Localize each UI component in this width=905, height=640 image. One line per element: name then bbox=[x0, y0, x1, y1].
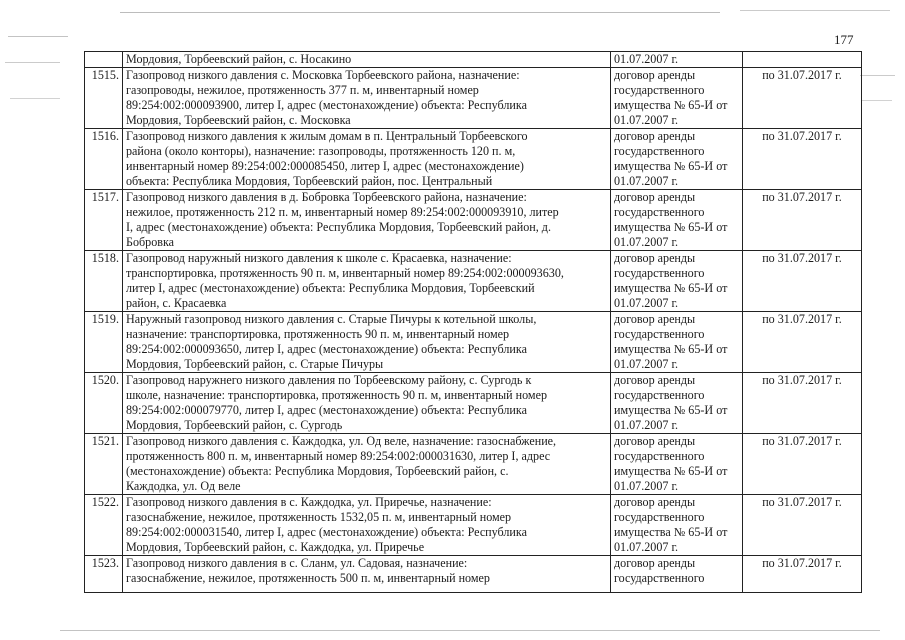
description-line: (местонахождение) объекта: Республика Мордовия, Торбеевский район, с. bbox=[126, 464, 509, 478]
description-line: Газопровод низкого давления к жилым домам в п. Центральный Торбеевского bbox=[126, 129, 528, 143]
description-line: Мордовия, Торбеевский район, с. Старые Пичуры bbox=[126, 357, 384, 371]
description-line: Газопровод низкого давления в с. Сланм, ул. Садовая, назначение: bbox=[126, 556, 468, 570]
contract-reference bbox=[611, 434, 743, 495]
description-line: Каждодка, ул. Од веле bbox=[126, 479, 241, 493]
contract-line: имущества № 65-И от bbox=[614, 98, 728, 112]
lease-term: по 31.07.2017 г. bbox=[743, 434, 862, 495]
description-line: 89:254:002:000093650, литер I, адрес (местонахождение) объекта: Республика bbox=[126, 342, 527, 356]
contract-line: имущества № 65-И от bbox=[614, 403, 728, 417]
description-line: Мордовия, Торбеевский район, с. Московка bbox=[126, 113, 351, 127]
scan-artifact-bottom bbox=[60, 630, 880, 631]
lease-term: по 31.07.2017 г. bbox=[743, 190, 862, 251]
lease-term: по 31.07.2017 г. bbox=[743, 556, 862, 593]
contract-line: государственного bbox=[614, 510, 705, 524]
description-line: газопроводы, нежилое, протяженность 377 п. м, инвентарный номер bbox=[126, 83, 479, 97]
table-row bbox=[85, 495, 862, 556]
row-number: 1515. bbox=[85, 68, 123, 129]
table-row bbox=[85, 251, 862, 312]
contract-line: 01.07.2007 г. bbox=[614, 296, 679, 310]
contract-line: 01.07.2007 г. bbox=[614, 357, 679, 371]
scan-artifact-right-1 bbox=[860, 75, 895, 76]
object-description bbox=[123, 373, 611, 434]
table-row-continued bbox=[85, 52, 862, 68]
description-line: 89:254:002:000093900, литер I, адрес (местонахождение) объекта: Республика bbox=[126, 98, 527, 112]
lease-term: по 31.07.2017 г. bbox=[743, 495, 862, 556]
description-line: газоснабжение, нежилое, протяженность 1532,05 п. м, инвентарный номер bbox=[126, 510, 512, 524]
contract-reference bbox=[611, 68, 743, 129]
row-number: 1520. bbox=[85, 373, 123, 434]
table-row bbox=[85, 556, 862, 593]
description-line: Газопровод наружнего низкого давления по Торбеевскому району, с. Сургодь к bbox=[126, 373, 532, 387]
table-row bbox=[85, 312, 862, 373]
register-table bbox=[84, 51, 862, 593]
object-description bbox=[123, 556, 611, 593]
contract-line: государственного bbox=[614, 327, 705, 341]
contract-line: договор аренды bbox=[614, 251, 696, 265]
description-line: Бобровка bbox=[126, 235, 175, 249]
description-line: Мордовия, Торбеевский район, с. Носакино bbox=[126, 52, 352, 66]
contract-line: договор аренды bbox=[614, 373, 696, 387]
contract-reference bbox=[611, 190, 743, 251]
contract-reference bbox=[611, 52, 743, 68]
description-line: 89:254:002:000031540, литер I, адрес (местонахождение) объекта: Республика bbox=[126, 525, 527, 539]
object-description bbox=[123, 129, 611, 190]
contract-line: имущества № 65-И от bbox=[614, 220, 728, 234]
scan-artifact-top-right bbox=[740, 10, 890, 11]
contract-reference bbox=[611, 556, 743, 593]
scan-artifact-right-2 bbox=[862, 100, 892, 101]
contract-line: договор аренды bbox=[614, 434, 696, 448]
contract-line: 01.07.2007 г. bbox=[614, 418, 679, 432]
contract-line: государственного bbox=[614, 388, 705, 402]
contract-line: договор аренды bbox=[614, 129, 696, 143]
object-description bbox=[123, 312, 611, 373]
object-description bbox=[123, 251, 611, 312]
contract-line: 01.07.2007 г. bbox=[614, 235, 679, 249]
description-line: объекта: Республика Мордовия, Торбеевский район, пос. Центральный bbox=[126, 174, 493, 188]
row-number: 1523. bbox=[85, 556, 123, 593]
description-line: Газопровод низкого давления с. Каждодка, ул. Од веле, назначение: газоснабжение, bbox=[126, 434, 557, 448]
description-line: транспортировка, протяженность 90 п. м, инвентарный номер 89:254:002:000093630, bbox=[126, 266, 564, 280]
table-row bbox=[85, 129, 862, 190]
contract-line: имущества № 65-И от bbox=[614, 159, 728, 173]
scan-artifact-left-2 bbox=[5, 62, 60, 63]
contract-reference bbox=[611, 495, 743, 556]
contract-line: государственного bbox=[614, 144, 705, 158]
description-line: Наружный газопровод низкого давления с. Старые Пичуры к котельной школы, bbox=[126, 312, 537, 326]
description-line: Газопровод низкого давления в с. Каждодка, ул. Приречье, назначение: bbox=[126, 495, 492, 509]
row-number: 1516. bbox=[85, 129, 123, 190]
lease-term: по 31.07.2017 г. bbox=[743, 129, 862, 190]
description-line: школе, назначение: транспортировка, протяженность 90 п. м, инвентарный номер bbox=[126, 388, 547, 402]
row-number bbox=[85, 52, 123, 68]
object-description bbox=[123, 190, 611, 251]
contract-line: договор аренды bbox=[614, 190, 696, 204]
description-line: Мордовия, Торбеевский район, с. Сургодь bbox=[126, 418, 343, 432]
contract-line: 01.07.2007 г. bbox=[614, 479, 679, 493]
contract-line: государственного bbox=[614, 83, 705, 97]
contract-line: 01.07.2007 г. bbox=[614, 174, 679, 188]
object-description bbox=[123, 52, 611, 68]
lease-term bbox=[743, 52, 862, 68]
row-number: 1521. bbox=[85, 434, 123, 495]
description-line: I, адрес (местонахождение) объекта: Республика Мордовия, Торбеевский район, д. bbox=[126, 220, 551, 234]
table-row bbox=[85, 373, 862, 434]
description-line: литер I, адрес (местонахождение) объекта: Республика Мордовия, Торбеевский bbox=[126, 281, 535, 295]
contract-line: 01.07.2007 г. bbox=[614, 113, 679, 127]
object-description bbox=[123, 68, 611, 129]
scan-artifact-left-3 bbox=[10, 98, 60, 99]
contract-line: государственного bbox=[614, 266, 705, 280]
contract-reference bbox=[611, 129, 743, 190]
table-row bbox=[85, 434, 862, 495]
scan-artifact-left-1 bbox=[8, 36, 68, 37]
description-line: Газопровод наружный низкого давления к школе с. Красаевка, назначение: bbox=[126, 251, 512, 265]
row-number: 1519. bbox=[85, 312, 123, 373]
lease-term: по 31.07.2017 г. bbox=[743, 68, 862, 129]
lease-term: по 31.07.2017 г. bbox=[743, 312, 862, 373]
contract-line: договор аренды bbox=[614, 312, 696, 326]
contract-line: договор аренды bbox=[614, 495, 696, 509]
description-line: 89:254:002:000079770, литер I, адрес (местонахождение) объекта: Республика bbox=[126, 403, 527, 417]
contract-line: государственного bbox=[614, 449, 705, 463]
description-line: Мордовия, Торбеевский район, с. Каждодка, ул. Приречье bbox=[126, 540, 425, 554]
row-number: 1518. bbox=[85, 251, 123, 312]
contract-line: 01.07.2007 г. bbox=[614, 52, 679, 66]
table-row bbox=[85, 68, 862, 129]
contract-reference bbox=[611, 251, 743, 312]
description-line: нежилое, протяженность 212 п. м, инвентарный номер 89:254:002:000093910, литер bbox=[126, 205, 559, 219]
contract-line: договор аренды bbox=[614, 68, 696, 82]
scan-artifact-top bbox=[120, 12, 720, 13]
description-line: района (около конторы), назначение: газопроводы, протяженность 120 п. м, bbox=[126, 144, 516, 158]
contract-line: имущества № 65-И от bbox=[614, 525, 728, 539]
object-description bbox=[123, 434, 611, 495]
description-line: Газопровод низкого давления в д. Бобровка Торбеевского района, назначение: bbox=[126, 190, 527, 204]
contract-reference bbox=[611, 312, 743, 373]
row-number: 1517. bbox=[85, 190, 123, 251]
contract-line: имущества № 65-И от bbox=[614, 464, 728, 478]
object-description bbox=[123, 495, 611, 556]
lease-term: по 31.07.2017 г. bbox=[743, 373, 862, 434]
page-number: 177 bbox=[834, 32, 854, 47]
description-line: район, с. Красаевка bbox=[126, 296, 227, 310]
row-number: 1522. bbox=[85, 495, 123, 556]
description-line: назначение: транспортировка, протяженность 90 п. м, инвентарный номер bbox=[126, 327, 510, 341]
contract-line: государственного bbox=[614, 205, 705, 219]
lease-term: по 31.07.2017 г. bbox=[743, 251, 862, 312]
contract-reference bbox=[611, 373, 743, 434]
table-row bbox=[85, 190, 862, 251]
description-line: Газопровод низкого давления с. Московка Торбеевского района, назначение: bbox=[126, 68, 520, 82]
description-line: газоснабжение, нежилое, протяженность 500 п. м, инвентарный номер bbox=[126, 571, 490, 585]
contract-line: 01.07.2007 г. bbox=[614, 540, 679, 554]
description-line: инвентарный номер 89:254:002:000085450, литер I, адрес (местонахождение) bbox=[126, 159, 524, 173]
contract-line: государственного bbox=[614, 571, 705, 585]
description-line: протяженность 800 п. м, инвентарный номер 89:254:002:000031630, литер I, адрес bbox=[126, 449, 551, 463]
contract-line: договор аренды bbox=[614, 556, 696, 570]
contract-line: имущества № 65-И от bbox=[614, 281, 728, 295]
contract-line: имущества № 65-И от bbox=[614, 342, 728, 356]
